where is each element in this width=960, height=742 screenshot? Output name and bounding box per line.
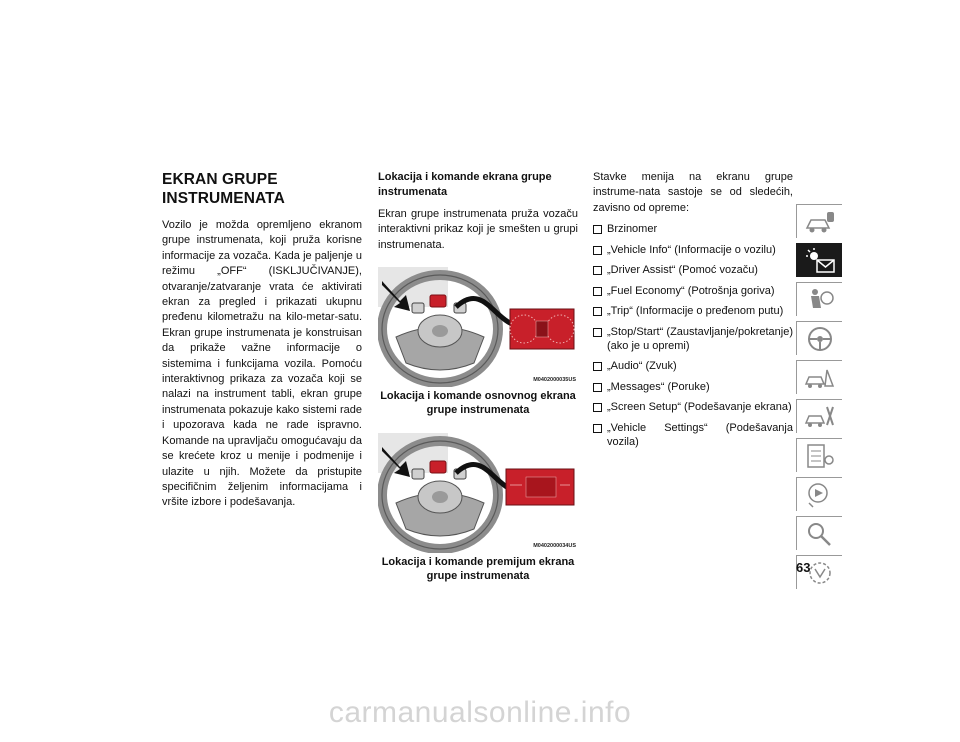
list-item: „Vehicle Info“ (Informacije o vozilu) [593, 243, 793, 257]
tab-instrument-cluster[interactable] [796, 243, 842, 277]
tab-safety[interactable] [796, 282, 842, 316]
figure-basic-cluster [378, 267, 578, 387]
menu-intro: Stavke menija na ekranu grupe instrume-nata sastoje se od sledećih, zavisno od opreme: [593, 171, 793, 214]
page-number: 63 [796, 560, 811, 575]
tab-multimedia[interactable] [796, 477, 842, 511]
steering-wheel-icon [803, 325, 837, 353]
middle-column [378, 170, 578, 583]
list-item: Brzinomer [593, 222, 793, 236]
section-title: EKRAN GRUPE INSTRUMENATA [162, 171, 285, 207]
left-column [162, 170, 362, 511]
airbag-safety-icon [803, 286, 837, 314]
tab-getting-to-know[interactable] [796, 204, 842, 238]
car-crash-icon [803, 364, 837, 392]
tab-specifications[interactable] [796, 438, 842, 472]
checkbox-bullet-icon [593, 246, 602, 255]
menu-items-list [593, 222, 793, 449]
intro-paragraph: Vozilo je možda opremljeno ekranom grupe instrumenata, koji pruža korisne informacije za vozača. Kada je paljenje u režimu „OFF“ (ISKLJUČIVANJE), otvaranje/zatvaranje vrata će aktivirati ekran za pregled i prikazati ukupnu pređenu kilometražu na kilo-metar-satu. Ekran grupe instrumenata je konstruisan da prikaže važne informacije o sistemima i funkcijama vozila. Pomoću interaktivnog prikaza za vozača koji se nalazi na instrument tabli, ekran grupe instrumenata pokazuje kako sistemi rade i upozorava kada ne rade ispravno. Komande na upravljaču omogućavaju da se krećete kroz u menije i podmenije i ulazite u njih. Možete da pristupite specifičnim željenim informacijama i vršite izbore i podešavanja. [162, 219, 362, 509]
tab-emergency[interactable] [796, 360, 842, 394]
list-item: „Audio“ (Zvuk) [593, 359, 793, 373]
list-item: „Fuel Economy“ (Potrošnja goriva) [593, 284, 793, 298]
figure-caption-premium: Lokacija i komande premijum ekrana grupe instrumenata [381, 556, 575, 583]
search-index-icon [803, 520, 837, 548]
checkbox-bullet-icon [593, 266, 602, 275]
specifications-list-icon [803, 442, 837, 470]
tab-starting-operating[interactable] [796, 321, 842, 355]
list-item: „Stop/Start“ (Zaustavljanje/pokretanje) (ako je u opremi) [593, 325, 793, 353]
subsection-paragraph: Ekran grupe instrumenata pruža vozaču interaktivni prikaz koji je smešten u grupi instrumenata. [378, 207, 578, 251]
warning-lights-message-icon [803, 247, 837, 275]
list-item: „Messages“ (Poruke) [593, 380, 793, 394]
checkbox-bullet-icon [593, 383, 602, 392]
checkbox-bullet-icon [593, 424, 602, 433]
right-column [593, 170, 793, 455]
checkbox-bullet-icon [593, 328, 602, 337]
list-item: „Screen Setup“ (Podešavanje ekrana) [593, 400, 793, 414]
tab-index[interactable] [796, 516, 842, 550]
tab-servicing[interactable] [796, 399, 842, 433]
chapter-tabs-sidebar [796, 204, 842, 594]
list-item: „Trip“ (Informacije o pređenom putu) [593, 304, 793, 318]
watermark: carmanualsonline.info [328, 696, 632, 729]
steering-wheel-illustration [378, 267, 578, 387]
checkbox-bullet-icon [593, 225, 602, 234]
car-service-icon [803, 403, 837, 431]
figure-premium-cluster [378, 433, 578, 553]
list-item: „Driver Assist“ (Pomoć vozaču) [593, 263, 793, 277]
steering-wheel-illustration [378, 433, 578, 553]
checkbox-bullet-icon [593, 287, 602, 296]
figure-code: M0402000035US [533, 377, 576, 384]
list-item: „Vehicle Settings“ (Podešavanja vozila) [593, 421, 793, 449]
checkbox-bullet-icon [593, 403, 602, 412]
multimedia-icon [803, 481, 837, 509]
car-key-icon [803, 208, 837, 236]
checkbox-bullet-icon [593, 362, 602, 371]
figure-caption-basic: Lokacija i komande osnovnog ekrana grupe instrumenata [380, 390, 576, 417]
subsection-title: Lokacija i komande ekrana grupe instrumenata [378, 171, 552, 199]
figure-code: M0402000034US [533, 543, 576, 550]
checkbox-bullet-icon [593, 307, 602, 316]
